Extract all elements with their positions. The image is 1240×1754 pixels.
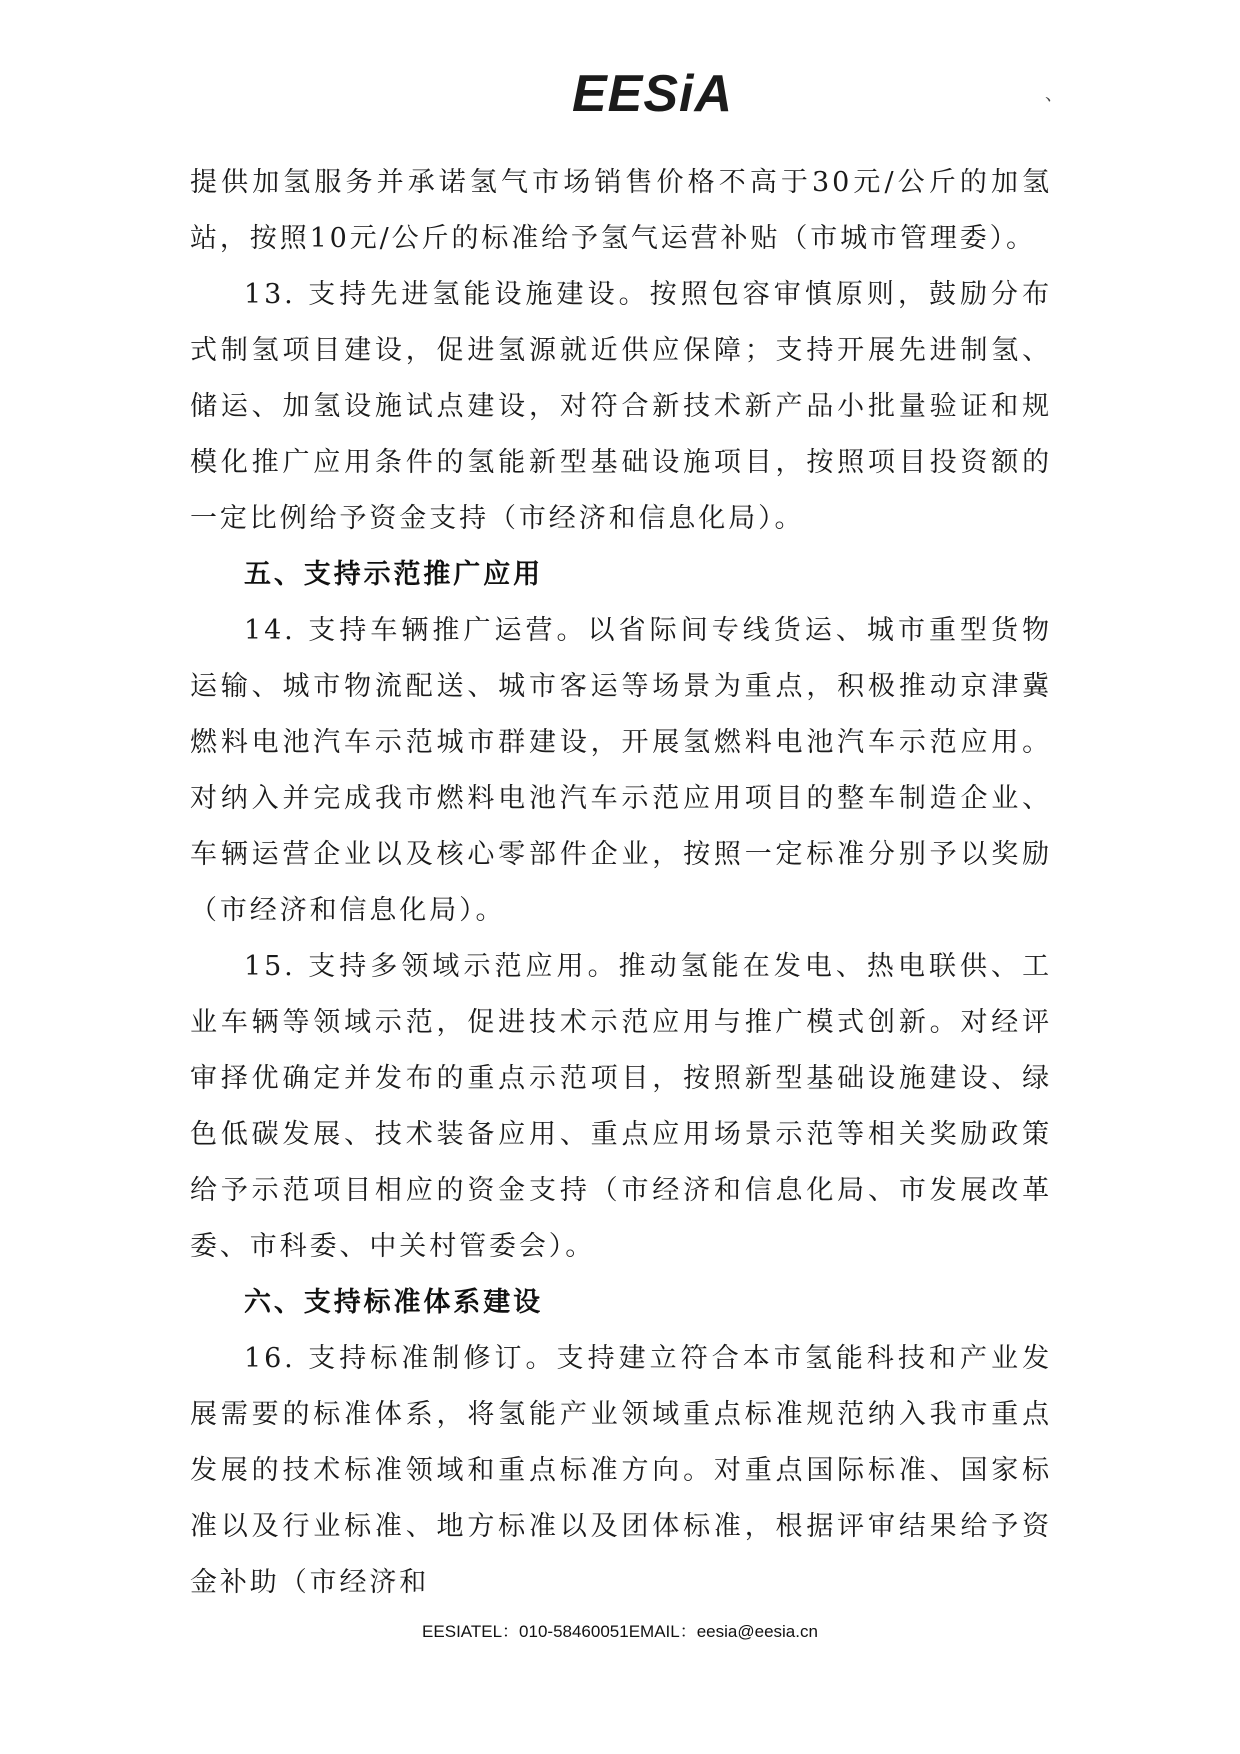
paragraph-item-14: 14. 支持车辆推广运营。以省际间专线货运、城市重型货物运输、城市物流配送、城市客运等场景为重点，积极推动京津冀燃料电池汽车示范城市群建设，开展氢燃料电池汽车示范应用。对纳入并完成我市燃料电池汽车示范应用项目的整车制造企业、车辆运营企业以及核心零部件企业，按照一定标准分别予以奖励（市经济和信息化局）。 — [190, 615, 1052, 926]
eesia-logo: EESiA — [572, 65, 734, 123]
document-body — [190, 155, 1052, 1611]
section-heading-5: 五、支持示范推广应用 — [244, 559, 543, 590]
paragraph-item-13: 13. 支持先进氢能设施建设。按照包容审慎原则，鼓励分布式制氢项目建设，促进氢源就近供应保障；支持开展先进制氢、储运、加氢设施试点建设，对符合新技术新产品小批量验证和规模化推广应用条件的氢能新型基础设施项目，按照项目投资额的一定比例给予资金支持（市经济和信息化局）。 — [190, 279, 1052, 534]
section-heading-6: 六、支持标准体系建设 — [244, 1287, 543, 1318]
paragraph-item-15: 15. 支持多领域示范应用。推动氢能在发电、热电联供、工业车辆等领域示范，促进技术示范应用与推广模式创新。对经评审择优确定并发布的重点示范项目，按照新型基础设施建设、绿色低碳发展、技术装备应用、重点应用场景示范等相关奖励政策给予示范项目相应的资金支持（市经济和信息化局、市发展改革委、市科委、中关村管委会）。 — [190, 951, 1052, 1262]
paragraph-item-16: 16. 支持标准制修订。支持建立符合本市氢能科技和产业发展需要的标准体系，将氢能产业领域重点标准规范纳入我市重点发展的技术标准领域和重点标准方向。对重点国际标准、国家标准以及行业标准、地方标准以及团体标准，根据评审结果给予资金补助（市经济和 — [190, 1343, 1052, 1598]
corner-mark: 、 — [1045, 84, 1063, 105]
footer-contact: EESIATEL：010-58460051EMAIL：eesia@eesia.cn — [422, 1622, 818, 1641]
page-header — [0, 52, 1240, 122]
page-footer — [0, 1617, 1240, 1642]
paragraph-continued: 提供加氢服务并承诺氢气市场销售价格不高于30元/公斤的加氢站，按照10元/公斤的标准给予氢气运营补贴（市城市管理委）。 — [190, 167, 1052, 254]
